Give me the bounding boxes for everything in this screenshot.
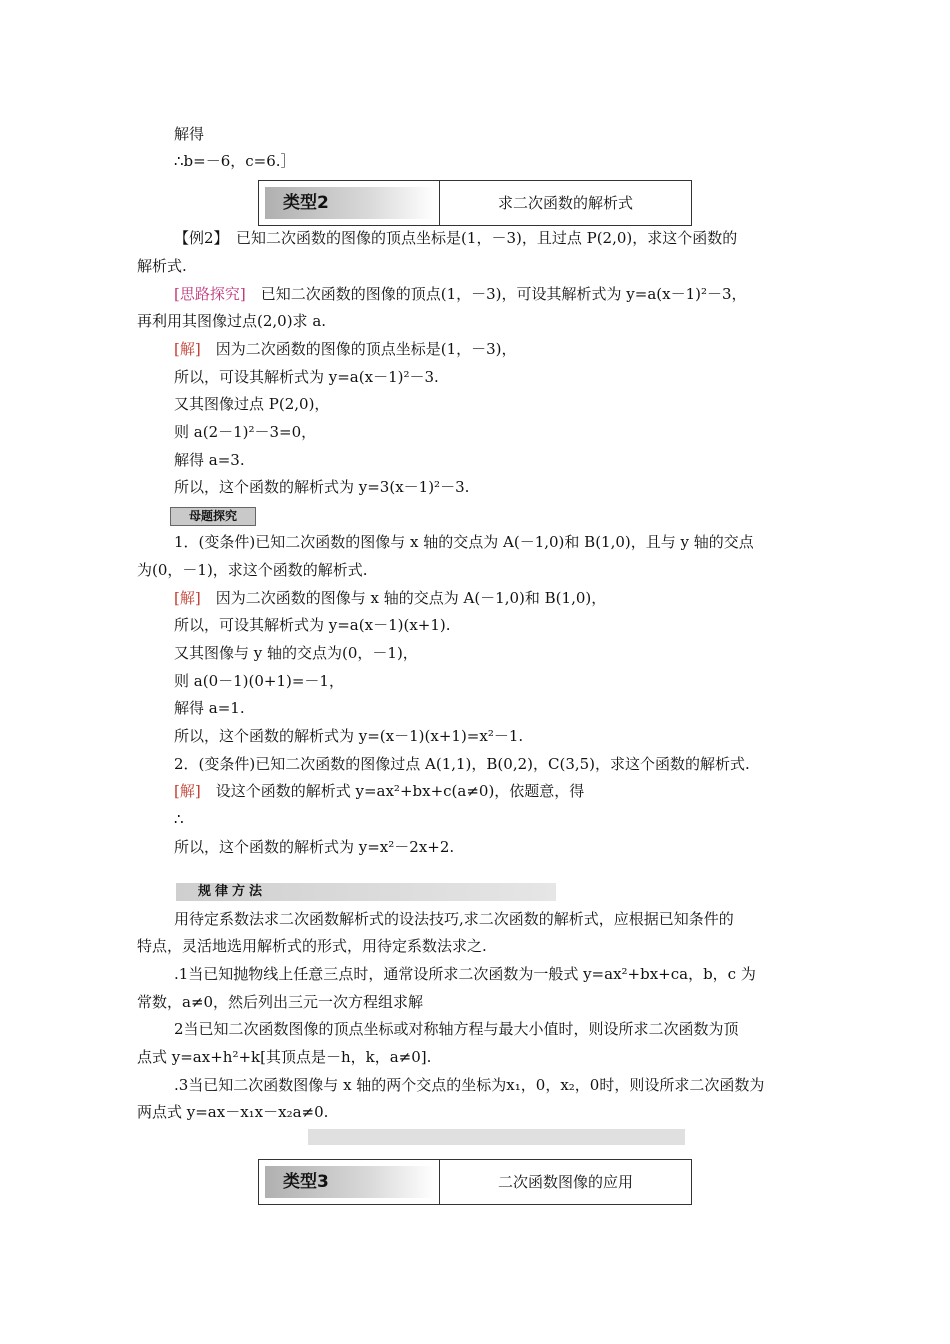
- sol-v1-label: [解]: [174, 589, 201, 607]
- type3-tag: 类型3: [283, 1172, 329, 1192]
- example2-line2: 解析式.: [137, 257, 187, 275]
- type2-tag: 类型2: [283, 193, 329, 213]
- variant1-line2: 为(0，－1)，求这个函数的解析式.: [137, 561, 368, 579]
- type3-title: 二次函数图像的应用: [497, 1173, 633, 1191]
- sol-v2-text: 设这个函数的解析式 y=ax²+bx+c(a≠0)，依题意，得: [200, 782, 585, 800]
- result-text: ∴b=－6，c=6.］: [174, 152, 296, 170]
- sol-v1-text: 因为二次函数的图像与 x 轴的交点为 A(－1,0)和 B(1,0)，: [200, 589, 607, 607]
- type3-header: [258, 1159, 692, 1205]
- sol-v2-line1: [174, 781, 584, 801]
- method-p1-line2: 常数，a≠0，然后列出三元一次方程组求解: [137, 993, 424, 1011]
- method-header: [176, 883, 556, 901]
- sol-v1-line1: [174, 588, 606, 608]
- sol2-line2: 所以，可设其解析式为 y=a(x－1)²－3.: [174, 368, 439, 386]
- hint-text: 已知二次函数的图像的顶点(1，－3)，可设其解析式为 y=a(x－1)²－3，: [245, 285, 747, 303]
- sol-v2-line3: 所以，这个函数的解析式为 y=x²－2x+2.: [174, 838, 455, 856]
- method-p3-line1: .3当已知二次函数图像与 x 轴的两个交点的坐标为x₁，0，x₂，0时，则设所求二次函数为: [174, 1076, 765, 1094]
- sol2-line3: 又其图像过点 P(2,0)，: [174, 395, 330, 413]
- example2-line1: 【例2】 已知二次函数的图像的顶点坐标是(1，－3)，且过点 P(2,0)，求这个函数的: [174, 229, 738, 247]
- type2-title: 求二次函数的解析式: [497, 194, 633, 212]
- hint-line1: [174, 284, 747, 304]
- method-p3-line2: 两点式 y=ax－x₁x－x₂a≠0.: [137, 1103, 329, 1121]
- variant2-line1: 2．(变条件)已知二次函数的图像过点 A(1,1)，B(0,2)，C(3,5)，求这个函数的解析式.: [174, 755, 750, 773]
- method-intro1: 用待定系数法求二次函数解析式的设法技巧,求二次函数的解析式，应根据已知条件的: [174, 910, 734, 928]
- sol-v2-label: [解]: [174, 782, 201, 800]
- sol-v1-line3: 又其图像与 y 轴的交点为(0，－1)，: [174, 644, 418, 662]
- sol-v1-line5: 解得 a=1.: [174, 699, 245, 717]
- variant-badge: 母题探究: [170, 507, 256, 526]
- method-title: 规律方法: [198, 884, 267, 899]
- method-intro2: 特点，灵活地选用解析式的形式，用待定系数法求之.: [137, 937, 487, 955]
- sol2-line6: 所以，这个函数的解析式为 y=3(x－1)²－3.: [174, 478, 470, 496]
- hint-label: [思路探究]: [174, 285, 246, 303]
- sol2-line1: [174, 339, 517, 359]
- sol2-label: [解]: [174, 340, 201, 358]
- method-p1-line1: .1当已知抛物线上任意三点时，通常设所求二次函数为一般式 y=ax²+bx+ca，b，c 为: [174, 965, 756, 983]
- sol2-line4: 则 a(2－1)²－3=0，: [174, 423, 317, 441]
- sol-v1-line2: 所以，可设其解析式为 y=a(x－1)(x+1).: [174, 616, 451, 634]
- method-p2-line1: 2当已知二次函数图像的顶点坐标或对称轴方程与最大小值时，则设所求二次函数为顶: [174, 1020, 739, 1038]
- variant1-line1: 1．(变条件)已知二次函数的图像与 x 轴的交点为 A(－1,0)和 B(1,0)，且与 y 轴的交点: [174, 533, 754, 551]
- sol-v1-line4: 则 a(0－1)(0+1)=－1，: [174, 672, 344, 690]
- hint-line2: 再利用其图像过点(2,0)求 a.: [137, 312, 327, 330]
- sol-v2-line2: ∴: [174, 810, 184, 828]
- sol-v1-line6: 所以，这个函数的解析式为 y=(x－1)(x+1)=x²－1.: [174, 727, 524, 745]
- method-p2-line2: 点式 y=ax+h²+k[其顶点是－h，k，a≠0].: [137, 1048, 432, 1066]
- separator-bar: [308, 1129, 685, 1145]
- type2-header: [258, 180, 692, 226]
- sol2-line5: 解得 a=3.: [174, 451, 245, 469]
- sol2-text: 因为二次函数的图像的顶点坐标是(1，－3)，: [200, 340, 517, 358]
- solve-text: 解得: [174, 125, 205, 143]
